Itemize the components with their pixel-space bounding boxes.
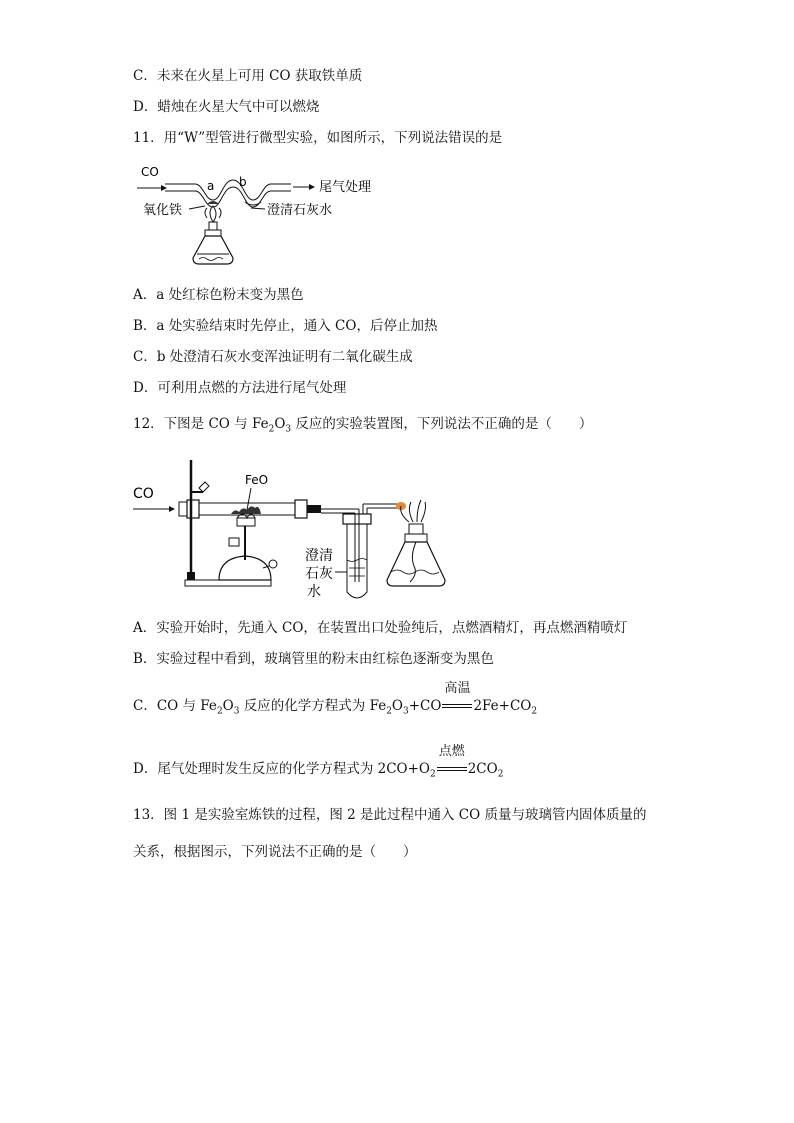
iron-stand-base: [185, 580, 271, 586]
condition-high-temp: 高温: [444, 681, 471, 696]
q11-option-a: A．a 处红棕色粉末变为黑色: [133, 287, 304, 303]
q12-option-c: [133, 681, 538, 722]
flame-icon: [210, 206, 216, 222]
fig11-co-label: CO: [141, 165, 159, 179]
q10-option-c: C．未来在火星上可用 CO 获取铁单质: [133, 68, 363, 84]
fig11-label-a: a: [207, 179, 215, 193]
right-stopper: [295, 500, 307, 518]
test-tube-stopper: [343, 514, 371, 524]
q11-option-d: D．可利用点燃的方法进行尾气处理: [133, 380, 347, 396]
iron-oxide-powder: [207, 201, 219, 204]
fig11-label-b: b: [239, 175, 247, 189]
q12-option-d-suffix: $2CO_2$: [467, 761, 504, 780]
w-tube-outline-top: [165, 180, 291, 200]
fig11-limewater-label: 澄清石灰水: [267, 203, 333, 218]
co-fe2o3-apparatus-figure: [133, 452, 653, 608]
q13-stem-line-1: 13．图 1 是实验室炼铁的过程，图 2 是此过程中通入 CO 质量与玻璃管内固体质量的: [133, 807, 647, 823]
fig12-fe2o3-label: FeO: [245, 473, 269, 487]
fig11-iron-oxide-label: 氧化铁: [143, 203, 183, 218]
q10-option-d: D．蜡烛在火星大气中可以燃烧: [133, 99, 320, 115]
left-stopper: [187, 500, 199, 518]
fig12-lime-label-2: 石灰: [305, 566, 333, 582]
fe2o3-powder: [231, 506, 261, 514]
q12-stem: 12．下图是 CO 与 $Fe_2O_3$ 反应的实验装置图，下列说法不正确的是（ ）: [133, 416, 593, 435]
reaction-arrow-c: [441, 681, 473, 716]
lamp-wick-holder: [209, 222, 217, 230]
q12-option-c-suffix: $2Fe+CO_2$: [473, 698, 538, 717]
condition-ignite: 点燃: [438, 744, 465, 759]
w-tube-apparatus-figure: [133, 160, 393, 276]
fig11-exhaust-label: 尾气处理: [319, 180, 372, 195]
alcohol-lamp-right: [387, 542, 445, 586]
q12-option-a: A．实验开始时，先通入 CO，在装置出口处验纯后，点燃酒精灯，再点燃酒精喷灯: [133, 620, 628, 636]
q11-option-b: B．a 处实验结束时先停止，通入 CO，后停止加热: [133, 318, 438, 334]
fig12-lime-label-1: 澄清: [305, 548, 333, 564]
fig12-lime-label-3: 水: [307, 584, 321, 600]
q12-option-d: [133, 744, 504, 785]
q12-option-b: B．实验过程中看到，玻璃管里的粉末由红棕色逐渐变为黑色: [133, 651, 494, 667]
clamp: [199, 482, 209, 492]
q11-stem: 11．用“W”型管进行微型实验，如图所示，下列说法错误的是: [133, 130, 503, 146]
fig12-co-label: CO: [133, 486, 154, 502]
q12-option-c-prefix: C．CO 与 $Fe_2O_3$ 反应的化学方程式为 $Fe_2O_3+CO$: [133, 698, 442, 717]
reaction-arrow-d: [436, 744, 468, 779]
q13-stem-line-2: 关系，根据图示，下列说法不正确的是（ ）: [133, 844, 417, 860]
q11-option-c: C．b 处澄清石灰水变浑浊证明有二氧化碳生成: [133, 349, 413, 365]
q12-option-d-prefix: D．尾气处理时发生反应的化学方程式为 $2CO+O_2$: [133, 761, 436, 780]
